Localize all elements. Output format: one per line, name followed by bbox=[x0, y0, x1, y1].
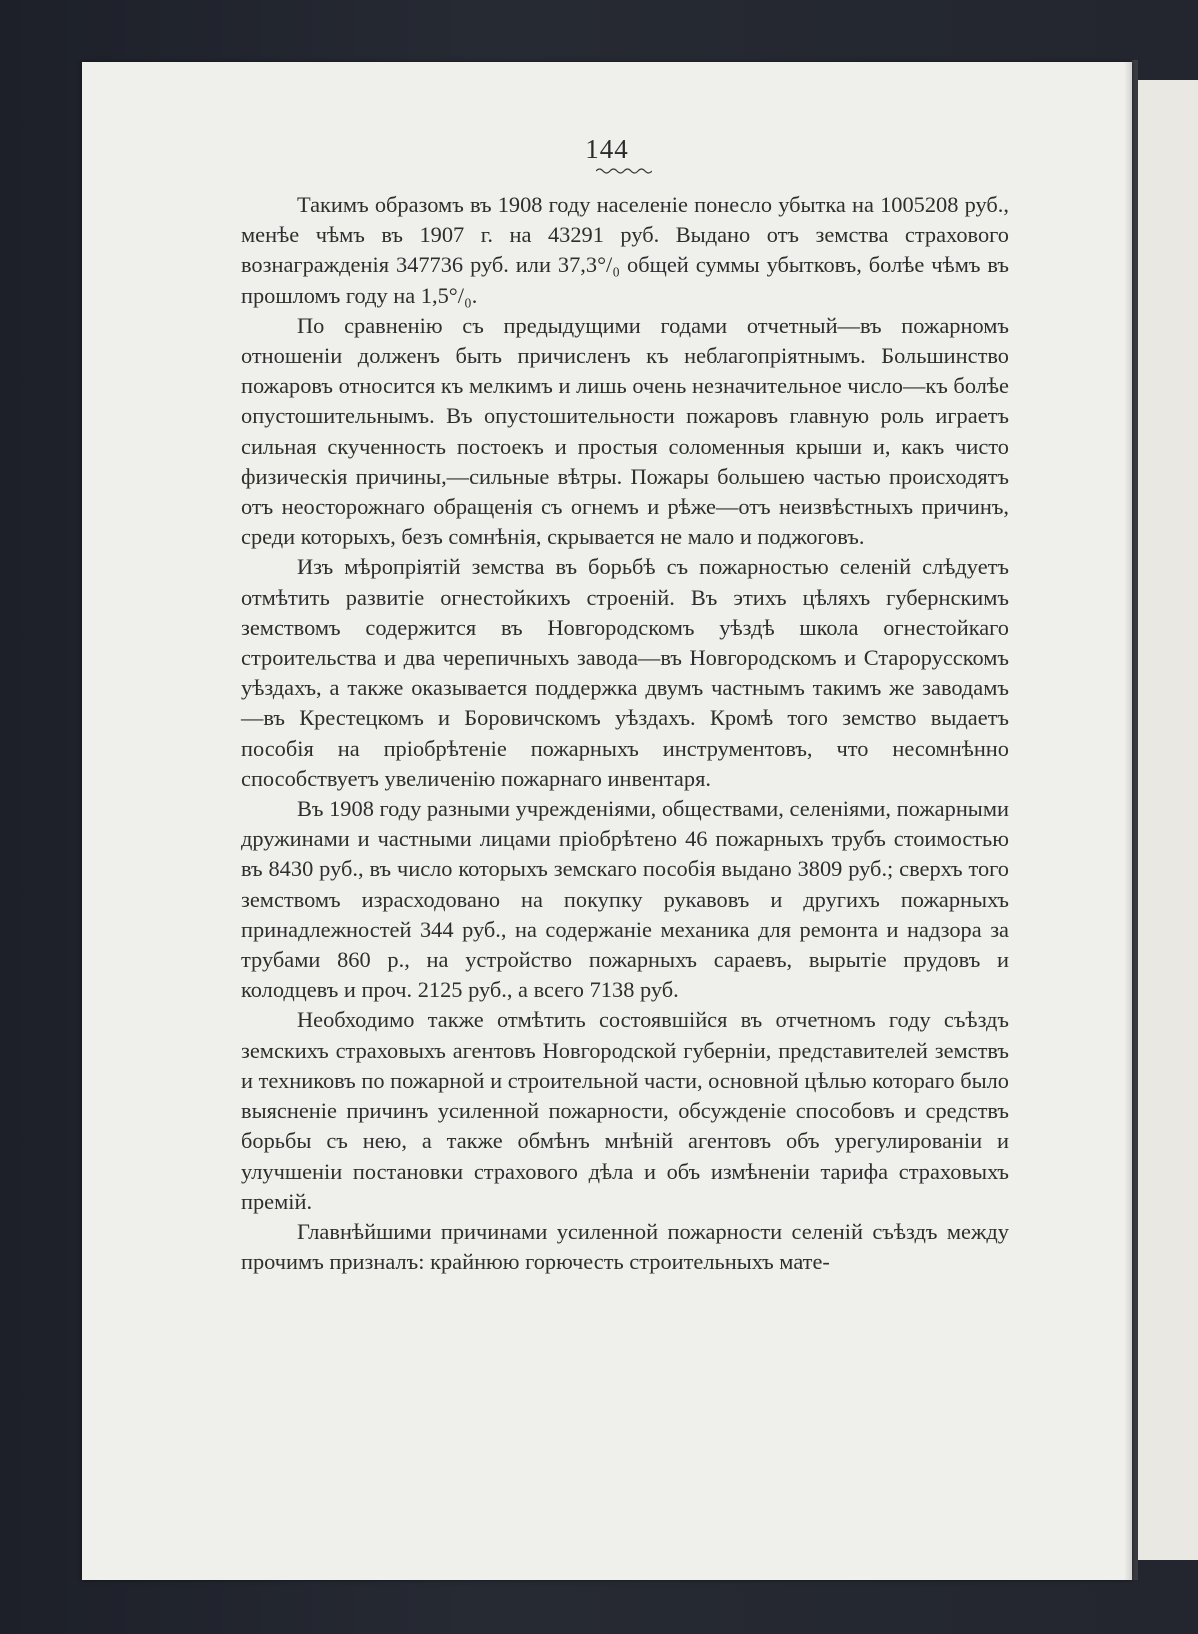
page-number: 144 bbox=[585, 134, 629, 164]
page-number-ornament bbox=[596, 166, 652, 176]
adjacent-page-edge bbox=[1138, 80, 1198, 1560]
book-page bbox=[82, 62, 1132, 1580]
paragraph-3: Изъ мѣропріятій земства въ борьбѣ съ пожарностью селеній слѣдуетъ отмѣтить развитіе огнестойкихъ строеній. Въ этихъ цѣляхъ губернскимъ земствомъ содержится въ Новгородскомъ уѣздѣ школа огнестойкаго строительства и два черепичныхъ завода—въ Новгородскомъ и Старорусскомъ уѣздахъ, а также оказывается поддержка двумъ частнымъ такимъ же заводамъ—въ Крестецкомъ и Боровичскомъ уѣздахъ. Кромѣ того земство выдаетъ пособія на пріобрѣтеніе пожарныхъ инструментовъ, что несомнѣнно способствуетъ увеличенію пожарнаго инвентаря. bbox=[241, 554, 1009, 791]
body-text bbox=[241, 190, 1009, 1277]
paragraph-2: По сравненію съ предыдущими годами отчетный—въ пожарномъ отношеніи долженъ быть причисленъ къ неблагопріятнымъ. Большинство пожаровъ относится къ мелкимъ и лишь очень незначительное число—къ болѣе опустошительнымъ. Въ опустошительности пожаровъ главную роль играетъ сильная скученность постоекъ и простыя соломенныя крыши и, какъ чисто физическія причины,—сильные вѣтры. Пожары большею частью происходятъ отъ неосторожнаго обращенія съ огнемъ и рѣже—отъ неизвѣстныхъ причинъ, среди которыхъ, безъ сомнѣнія, скрывается не мало и поджоговъ. bbox=[241, 312, 1009, 550]
paragraph-6: Главнѣйшими причинами усиленной пожарности селеній съѣздъ между прочимъ призналъ: крайнюю горючесть строительныхъ мате- bbox=[241, 1218, 1009, 1275]
paragraph-5: Необходимо также отмѣтить состоявшійся въ отчетномъ году съѣздъ земскихъ страховыхъ агентовъ Новгородской губерніи, представителей земствъ и техниковъ по пожарной и строительной части, основной цѣлью котораго было выясненіе причинъ усиленной пожарности, обсужденіе способовъ и средствъ борьбы съ нею, а также обмѣнъ мнѣній агентовъ объ урегулированіи и улучшеніи постановки страхового дѣла и объ измѣненіи тарифа страховыхъ премій. bbox=[241, 1007, 1009, 1214]
page-edge-shadow bbox=[1124, 62, 1132, 1580]
paragraph-4: Въ 1908 году разными учрежденіями, обществами, селеніями, пожарными дружинами и частными лицами пріобрѣтено 46 пожарныхъ трубъ стоимостью въ 8430 руб., въ число которыхъ земскаго пособія выдано 3809 руб.; сверхъ того земствомъ израсходовано на покупку рукавовъ и другихъ пожарныхъ принадлежностей 344 руб., на содержаніе механика для ремонта и надзора за трубами 860 р., на устройство пожарныхъ сараевъ, вырытіе прудовъ и колодцевъ и проч. 2125 руб., а всего 7138 руб. bbox=[241, 796, 1009, 1003]
paragraph-1: Такимъ образомъ въ 1908 году населеніе понесло убытка на 1005208 руб., менѣе чѣмъ въ 1907 г. на 43291 руб. Выдано отъ земства страхового вознагражденія 347736 руб. или 37,3°/₀ общей суммы убытковъ, болѣе чѣмъ въ прошломъ году на 1,5°/₀. bbox=[241, 192, 1009, 308]
